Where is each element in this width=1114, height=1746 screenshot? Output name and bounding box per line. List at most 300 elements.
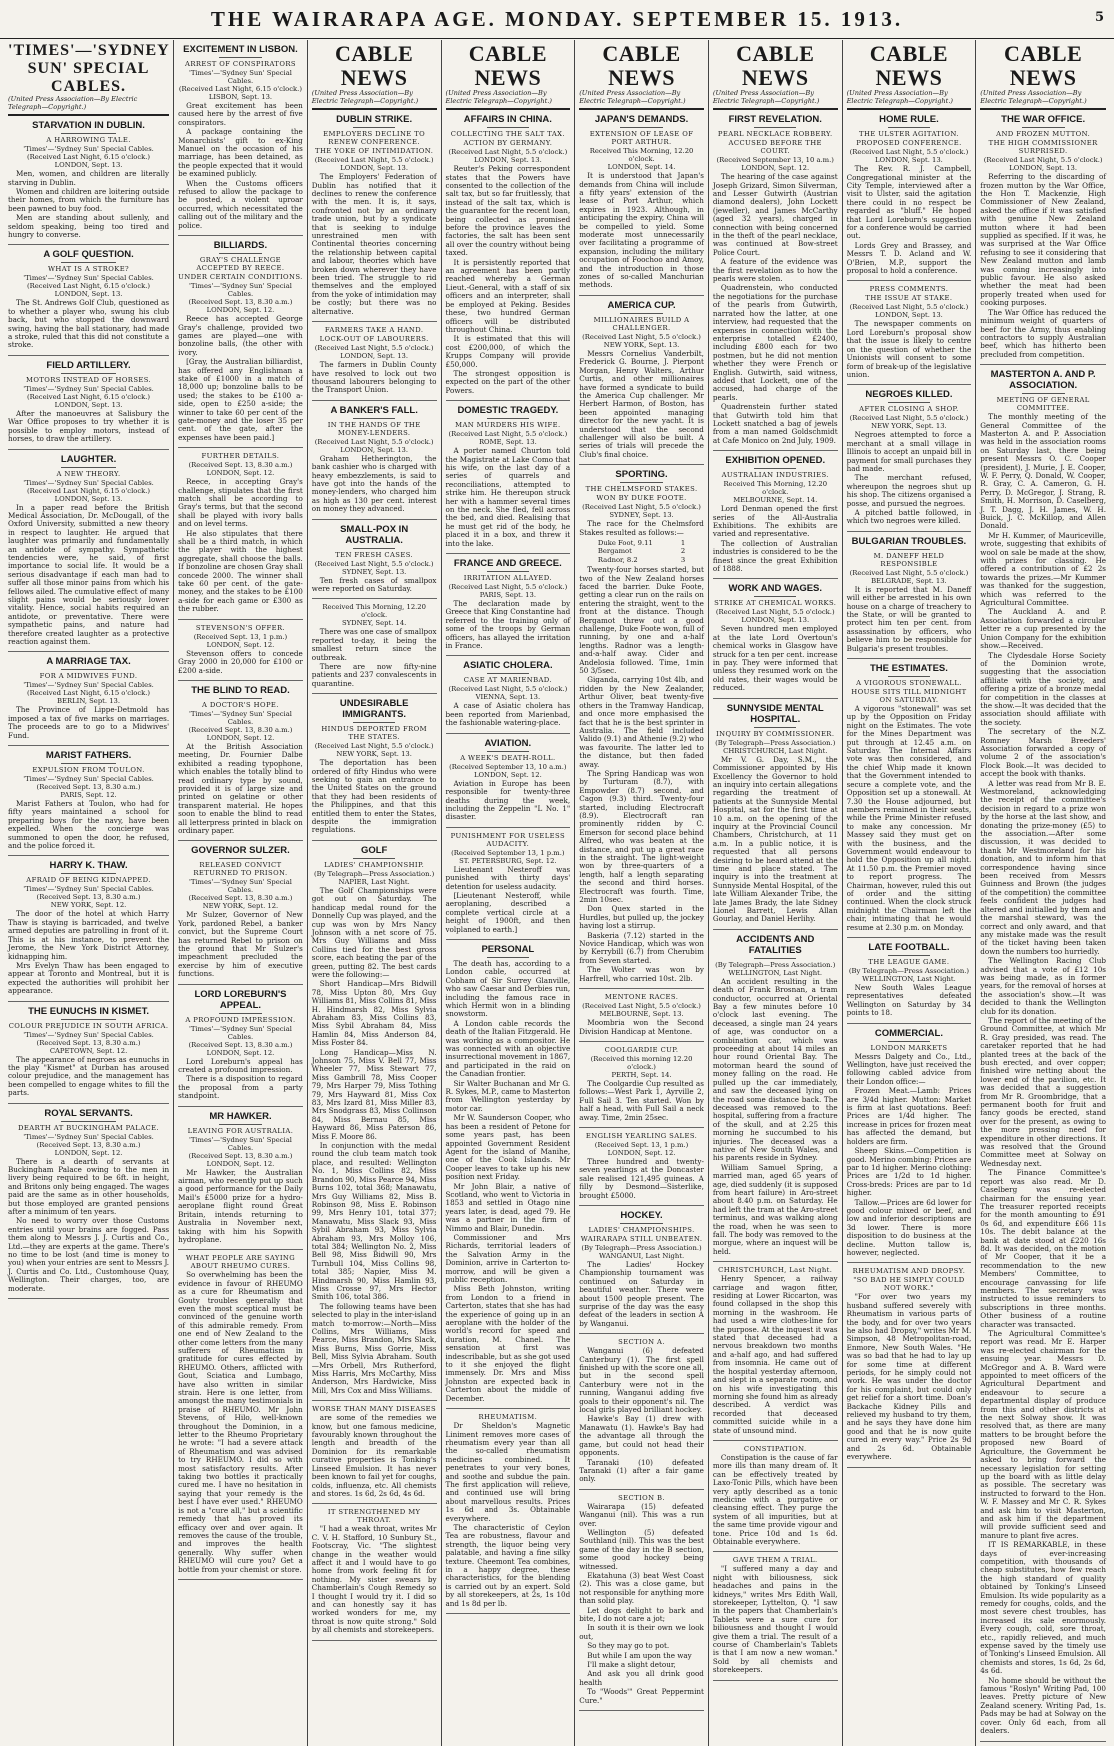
article-paragraph: Quadrenstein further stated that Gutwirth told him that Lockett snatched a bag of jewels from a man named Goldschmidt at Cafe Monico on 2nd July, 1909. [712, 402, 838, 445]
article-paragraph: Giganda, carrying 10st 4lb, and ridden by the New Zealander, Arthur Oliver, beat twenty-five others in the Tramway Handicap, and once more emphasised the fact that he is the best sprinter in Australia. The field included Valido (9.1) and Athenie (9.2) who was favourite. The latter led to the distance, but then faded away. [579, 675, 704, 769]
article-headline: HOME RULE. [879, 114, 939, 126]
headline-rule [487, 418, 529, 419]
article-dateline: NEW YORK, Sept. 12. [202, 902, 279, 911]
article-headline: LATE FOOTBALL. [868, 942, 950, 953]
news-article [8, 120, 169, 245]
article-dateline: (Received Last Night, 5.5 o'clock.) [448, 148, 568, 157]
article-headline: THE BLIND TO READ. [191, 684, 290, 696]
headline-rule [219, 1124, 261, 1125]
article-dateline: (Received Last Night, 5.5 o'clock.) [582, 503, 701, 512]
headline-rule [487, 127, 529, 128]
article-dateline: (Received Last Night, 5.5 o'clock.) [849, 568, 969, 577]
article-subhead: LADIES' CHAMPIONSHIPS. [588, 1225, 695, 1234]
article-dateline: LONDON, Sept. 12. [206, 640, 275, 649]
news-article [713, 934, 838, 1262]
article-headline: HARRY K. THAW. [49, 860, 128, 872]
article-headline: ASIATIC CHOLERA. [463, 660, 553, 672]
article-paragraph: The Province of Lippe-Detmold has imposed a tax of five marks on marriages. The proceeds are to go to a Midwives' Fund. [8, 705, 170, 740]
article-paragraph: Ekatahuna (3) beat West Coast (2). This was a close game, but not responsible for anything more than solid play. [579, 1570, 704, 1606]
article-dateline: (Received Sept. 13, 8.30 a.m.) [36, 1038, 141, 1047]
news-column [308, 40, 442, 1746]
article-paragraph: Let dogs delight to bark and bite, I do not care a jot; [579, 1605, 704, 1623]
article-paragraph: "For over two years my husband suffered severely with Rheumatism in various parts of the body, and for over two years he also had Dropsy," writes Mr M. Simpson, 48 Metropolitan-road, Enmore, New South Wales. "He was so bad that he had to lay up for some time at different periods, for he simply could not work. He was under the doctor for his complaint, but could only get relief for a short time. Doan's Backache Kidney Pills and relieved my husband to try them, and he says they have done him good and that he is now quite cured in every way." Price 2s 9d and 2s 6d. Obtainable everywhere. [846, 1292, 972, 1462]
article-paragraph: Mrs Evelyn Thaw has been engaged to appear at Toronto and Montreal, but it is expected the authorities will prohibit her appearance. [8, 960, 170, 996]
page-number: 5 [1094, 10, 1104, 25]
article-subhead: MAN MURDERS HIS WIFE. [455, 421, 561, 430]
article-dateline: (Received Last Night, 6.15 o'clock.) [27, 392, 151, 401]
news-article [178, 1111, 303, 1251]
article-subhead: RHEUMATISM AND DROPSY. [852, 1267, 966, 1276]
article-paragraph: A feature of the evidence was the first revelation as to how the pearls were stolen. [712, 257, 838, 284]
article-dateline: (By Telegraph—Press Association.) [715, 738, 836, 747]
news-column [575, 40, 709, 1746]
article-dateline: CAPETOWN, Sept. 12. [49, 1046, 128, 1055]
article-dateline: (Received Last Night, 5.5 o'clock.) [314, 559, 434, 568]
headline-rule [754, 468, 796, 469]
article-paragraph: Dr Sheldon's Magnetic Liniment removes more cases of rheumatism every year than all the so-called rheumatism medicines combined. It penetrates to your very bones, and soothe and subdue the pain. The first application will relieve, and continued use will bring about marvellous results. Prices 1s 6d and 3s. Obtainable everywhere. [445, 1421, 571, 1523]
article-paragraph: The newspaper comments on Lord Loreburn's proposal show that the issue is likely to centre on the question of whether the Unionists will consent to some form of break-up of the legislative union. [846, 319, 972, 379]
article-dateline: 'Times'—'Sydney Sun' Special Cables. [23, 274, 154, 283]
article-subhead: FOR A MIDWIVES FUND. [39, 672, 138, 681]
news-article [579, 1494, 704, 1711]
news-article [579, 1210, 704, 1334]
news-article [579, 1132, 704, 1206]
news-article [579, 1338, 704, 1490]
article-paragraph: There is a disposition to regard the proposal from a party standpoint. [178, 1074, 303, 1101]
column-header: CABLE NEWS [335, 41, 414, 90]
article-headline: A BANKER'S FALL. [330, 404, 418, 416]
article-subhead: MOTORS INSTEAD OF HORSES. [25, 375, 152, 384]
article-dateline: LONDON, Sept. 12. [206, 733, 275, 742]
article-dateline: (Received Sept. 13, 8.30 a.m.) [36, 783, 141, 792]
article-paragraph: I'll make a slight detour, [587, 1660, 676, 1670]
headline-rule [888, 402, 930, 403]
headline-rule [219, 858, 261, 859]
article-subhead: WHAT PEOPLE ARE SAYING ABOUT RHEUMO CURES. [185, 1254, 296, 1271]
headline-rule [353, 127, 395, 128]
article-dateline: (Received Last Night, 6.15 o'clock.) [27, 486, 151, 495]
article-paragraph: In a paper read before the British Medical Association, Dr. McDougall, of the Oxford University, submitted a new theory in respect to laughter. He argued that laughter was primarily and fundamentally an antidote of sympathy. Sympathetic tendencies were, he said, of first importance to social life. It would be a serious disadvantage if each man had to suffer all those minor pains from which his fellows ailed. The cumulative effect of many slight pains would be seriously lower vitality. Hence, social habits required an antidote, or preventative. There were sympathetic pains, and nature had therefore created laughter as a protective reaction against them. [8, 502, 170, 646]
article-paragraph: A vigorous "stonewall" was set up by the Opposition on Friday night on the Estimates. The vote for the Mines Department was put through at 12.45 a.m. on Saturday. The Internal Affairs vote was then considered, and the chief Whip made it known that the Government intended to secure a complete vote, and the Opposition set up a stonewall. At 7.30 the House adjourned, but members remained in their seats, while the Prime Minister refused to make any concession. Mr Massey said they must get on with the business, and the Government would endeavour to hold the Opposition up all night. At 11.50 p.m. the Premier moved to report progress. The Chairman, however, ruled this out of order and the sitting continued. When the clock struck midnight the Chairman left the chair, intimating that he would resume at 2.30 p.m. on Monday. [846, 704, 972, 932]
article-headline: LAUGHTER. [60, 453, 117, 465]
column-header: CABLE NEWS [602, 41, 681, 90]
article-paragraph: The Coolgardie Cup resulted as follows:—West Park 1, Ayrville 2, Full Sail 3. Ten started. Won by half a head, with Full Sail a neck away. Time, 2min 25sec. [579, 1078, 704, 1122]
article-headline: UNDESIRABLE IMMIGRANTS. [339, 698, 409, 721]
article-dateline: LONDON, Sept. 13. [340, 164, 409, 173]
article-dateline: (Received Sept. 13, 8.30 a.m.) [188, 298, 293, 307]
article-dateline: LONDON, Sept. 12. [607, 1148, 676, 1157]
article-subhead: ENGLISH YEARLING SALES. [585, 1131, 698, 1140]
article-dateline: 'Times'—'Sydney Sun' Special Cables. [23, 681, 154, 690]
article-headline: PERSONAL [481, 943, 535, 955]
article-headline: FIELD ARTILLERY. [46, 359, 131, 371]
article-dateline: (Received Last Night, 5.5 o'clock.) [983, 156, 1103, 165]
article-subhead: WORSE THAN MANY DISEASES [312, 1405, 437, 1414]
article-headline: LORD LOREBURN'S APPEAL. [194, 988, 287, 1011]
article-paragraph: So they may go to pot. [587, 1641, 670, 1651]
article-paragraph: Short Handicap—Mrs Bidwill 78, Miss Upton 80, Mrs Guy Williams 81, Miss Collins 81, Miss H. Hindmarsh 82, Miss Sylvia Abraham 83, Miss Collins 83, Miss Sybil Abraham 84, Miss Hamlin 84, Miss Anderson 84, Miss Foster 84. [311, 979, 437, 1048]
article-paragraph: Taranaki (10) defeated Taranaki (1) after a fair game only. [579, 1457, 704, 1484]
article-paragraph: Sir Walter Buchanan and Mr G. R. Sykes, M.P., came to Masterton from Wellington yesterday by motor car. [445, 1078, 571, 1113]
article-dateline: (Received Last Night, 5.5 o'clock.) [314, 156, 434, 165]
headline-rule [61, 467, 116, 468]
headline-rule [61, 669, 116, 670]
article-dateline: 'Times'—'Sydney Sun' Special Cables. [188, 1135, 292, 1152]
news-article [312, 698, 437, 841]
article-dateline: CHRISTCHURCH, Last Night. [723, 746, 828, 755]
article-subhead: A DOCTOR'S HOPE. [202, 700, 279, 709]
article-paragraph: Hawke's Bay (1) drew with Manawatu (1). Hawke's Bay had the advantage all through the game, but could not head their opponents. [579, 1414, 704, 1458]
results-cell: 3 [680, 555, 686, 564]
article-dateline: (By Telegraph—Press Association.) [848, 967, 970, 975]
article-headline: ROYAL SERVANTS. [44, 1107, 133, 1119]
article-headline: FRANCE AND GREECE. [453, 558, 562, 570]
article-subhead: FARMERS TAKE A HAND. [324, 326, 424, 335]
article-paragraph: Men, women, and children are literally starving in Dublin. [8, 169, 170, 187]
news-article [8, 750, 169, 856]
article-dateline: MELBOURNE, Sept. 14. [733, 496, 818, 505]
article-dateline: (Received Last Night, 5.5 o'clock.) [314, 344, 434, 353]
news-article [312, 1508, 437, 1640]
news-article [713, 703, 838, 930]
article-subhead: FURTHER DETAILS. [201, 452, 280, 461]
headline-rule [888, 127, 930, 128]
news-article [847, 1028, 972, 1264]
article-paragraph: Men are standing about sullenly, and seldom speaking, being too tired and hungry to converse. [8, 213, 170, 240]
article-paragraph: The Finance Committee's report was also read. Mr D. Caselberg was re-elected chairman for the ensuing year. The treasurer reported receipts for the month amounting to £91 0s 6d, and expenditure £66 11s 10s. The debit balance at the bank at date stood at £220 16s 8d. It was decided, on the motion of Mr Cooper, that it be a recommendation to the new Members' Committee, to encourage canvassing for life members. The secretary was instructed to issue reminders to subscriptions in three months. Other business of a routine character was transacted. [980, 1168, 1106, 1329]
article-dateline: (Received Sept. 13, 1 p.m.) [193, 632, 288, 641]
column-header: CABLE NEWS [869, 41, 949, 90]
news-article [8, 1006, 169, 1104]
article-paragraph: The report of the meeting of the Ground Committee, at which Mr R. Gray presided, was read. The caretaker reported that he had planted trees at the back of the bush erected, and over copper; finished wire netting about the lower end of the pavilion, etc. It was decided that a suggestion from Mr R. Groombridge, that a permanent booth for fruit and fancy goods be erected, stand over for the present, as owing to the more pressing need for expenditure in other directions. It was resolved that the Ground Committee meet at Solway on Wednesday next. [980, 1015, 1106, 1168]
article-paragraph: Frozen Meat.—Lamb: Prices are 3/4d higher. Mutton: Market is firm at last quotations. Beef: Prices are 1/4d higher. The increase in prices for frozen meat has affected the demand, but holders are firm. [846, 1086, 972, 1146]
article-dateline: SYDNEY, Sept. 13. [341, 567, 407, 576]
article-paragraph: The farmers in Dublin County have resolved to lock out two thousand labourers belonging to the Transport Union. [311, 360, 437, 395]
article-dateline: 'Times'—'Sydney Sun' Special Cables. [188, 69, 292, 85]
article-subhead: STRIKE AT CHEMICAL WORKS. [714, 599, 837, 608]
article-dateline: LISBON, Sept. 13. [208, 93, 273, 101]
article-dateline: 'Times'—'Sydney Sun' Special Cables. [188, 709, 292, 726]
article-headline: SUNNYSIDE MENTAL HOSPITAL. [726, 702, 824, 725]
article-subhead: HINDUS DEPORTED FROM THE STATES. [321, 725, 427, 742]
news-article [312, 603, 437, 694]
article-paragraph: The Wolter was won by Harfrell, who carried 10st. 2lb. [579, 965, 704, 983]
news-article [713, 1266, 838, 1441]
results-row [598, 547, 685, 555]
article-paragraph: Wanganui (6) defeated Canterbury (1). The first spell finished up with the score one all, but in the second spell Canterbury were not in the running, Wanganui adding five goals to their opponent's nil. The local girls played brilliant hockey. [579, 1346, 704, 1415]
news-article [847, 1267, 972, 1467]
article-subhead: A PROFOUND IMPRESSION. [185, 1015, 296, 1024]
headline-rule [754, 727, 796, 728]
article-paragraph: A porter named Churton told the Magistrate at Lake Como that his wife, on the last day of a series of quarrels and reconciliations, attempted to strike him. He thereupon struck her with a hammer several times on the neck. She fled, fell across the bed, and died. Realising that he must get rid of the body, he placed it in a box, and threw it into the lake. [445, 446, 571, 548]
news-article [579, 114, 704, 296]
article-dateline: (By Telegraph—Press Association.) [314, 869, 435, 878]
article-headline: DOMESTIC TRAGEDY. [457, 405, 559, 417]
news-article [178, 685, 303, 841]
article-dateline: NEW YORK, Sept. 12. [50, 901, 127, 910]
column-header: CABLE NEWS [468, 41, 547, 90]
results-cell: Radnor, 8.2 [597, 555, 638, 564]
article-subhead: COLOUR PREJUDICE IN SOUTH AFRICA. [8, 1021, 169, 1030]
article-dateline: (Received Last Night, 6.15 o'clock.) [27, 689, 151, 698]
article-headline: ACCIDENTS AND FATALITIES [736, 933, 815, 956]
article-paragraph: Lord Denman opened the first series of the All-Australia Exhibitions. The exhibits are varied and representative. [712, 504, 838, 539]
article-dateline: WELLINGTON, Last Night. [728, 968, 823, 977]
article-dateline: LONDON, Sept. 12. [206, 306, 275, 315]
article-dateline: Received This Morning, 12.20 o'clock. [589, 147, 694, 164]
article-paragraph: The characteristic of Ceylon Tea are robustness, flavour and strength, the liquor being very palatable, and having a fine silky texture. Cheemont Tea combines, in a happy degree, these characteristics, for the blending is carried out by an expert. Sold by all storekeepers, at 2s, 1s 10d and 1s 8d per lb. [445, 1522, 571, 1608]
article-paragraph: A package containing the Monarchists' gift to ex-King Manuel on the occasion of his marriage, has been detained, as the people expected that it would be examined publicly. [178, 127, 303, 179]
article-subhead: A VIGOROUS STONEWALL. [856, 679, 962, 688]
article-headline: BILLIARDS. [213, 240, 268, 252]
article-subhead: SECTION B. [618, 1493, 665, 1502]
column-credit-line: (United Press Association—By Electric Telegraph—Copyright.) [980, 90, 1106, 110]
headline-rule [487, 673, 529, 674]
news-article [446, 660, 571, 733]
article-dateline: (Received Last Night, 5.5 o'clock.) [448, 430, 568, 439]
headline-rule [620, 313, 662, 314]
article-subhead: IN THE HANDS OF THE MONEY-LENDERS. [327, 420, 421, 437]
news-article [312, 405, 437, 520]
headline-rule [620, 482, 662, 483]
news-article [312, 114, 437, 322]
article-subhead: THE LEAGUE GAME. [868, 958, 950, 966]
news-article [579, 1046, 704, 1128]
article-dateline: 'Times'—'Sydney Sun' Special Cables. [23, 1030, 154, 1039]
article-headline: STARVATION IN DUBLIN. [32, 120, 145, 132]
news-article [178, 845, 303, 984]
article-subhead: AFTER CLOSING A SHOP. [859, 405, 959, 414]
article-paragraph: The Ladies' Hockey Championship tournament was continued on Saturday in beautiful weather. There were about 1500 people present. The surprise of the day was the easy defeat of the leaders in section A by Wanganui. [579, 1259, 704, 1328]
article-subhead: THE YOKE OF INTIMIDATION. [315, 147, 434, 156]
article-paragraph: [Gray, the Australian billiardist, has offered any Englishman a stake of £1000 in a match of 18,000 up; bonzoline balls to be used; the stakes to be £100 a-side, open to £250 a-side; the winner to take 60 per cent of the gate-money and the loser 35 per cent. of the gate, after the expenses have been paid.] [178, 357, 303, 442]
article-dateline: LONDON, Sept. 12. [473, 770, 542, 779]
article-paragraph: The strongest opposition is expected on the part of the other Powers. [445, 368, 571, 395]
article-paragraph: The death has, according to a London cable, occurred at Cobham of Sir Surrey Glanville, who saw Caesar and Derbies run, including the famous race in which Hermit won in a blinding snowstorm. [445, 958, 571, 1019]
headline-rule [61, 763, 116, 764]
article-dateline: 'Times'—'Sydney Sun' Special Cables. [23, 478, 154, 487]
news-article [178, 44, 303, 236]
article-paragraph: The Clydesdale Horse Society of the Dominion wrote, suggesting that the association affiliate with the society, and offering a prize of a bronze medal for competition in the classes at the show.—It was decided that the association should affiliate with the society. [980, 650, 1106, 727]
news-column [442, 40, 576, 1746]
article-dateline: (Received Sept. 13, 1 p.m.) [594, 1140, 689, 1149]
article-subhead: RHEUMATISM. [478, 1413, 538, 1422]
article-paragraph: Wellington (5) defeated Southland (nil). This was the best game of the day in the B section, some good hockey being witnessed. [579, 1527, 704, 1571]
headline-rule [219, 253, 261, 254]
article-dateline: (Received Sept. 13, 8.30 a.m.) [188, 725, 293, 734]
article-paragraph: Sheep Skins.—Competition is good. Merino combing: Prices are par to 1d higher. Merino clothing: Prices are 1/2d to 1d higher. Cross-breds: Prices are par to 1d higher. [846, 1146, 972, 1198]
article-paragraph: Mr V. G. Day, S.M., the Commissioner appointed by His Excellency the Governor to hold an inquiry into certain allegations regarding the treatment of patients at the Sunnyside Mental Hospital, sat for the first time at 10 a.m. on the opening of the inquiry at the Provincial Council Chambers, Christchurch, at 11 a.m. In a public notice, it is requested that all persons desiring to be heard attend at the time and place stated. The inquiry is into the treatment at Sunnyside Mental Hospital, of the late William Alexander Tribe, the late James Brady, the late Sidney Lionel Barrett, Lewis Allan Gourlay, and Daniel Herlihy. [712, 754, 838, 924]
article-dateline: (Received Last Night, 5.5 o'clock.) [582, 1002, 701, 1011]
article-paragraph: A letter was read from Mr B. E. Westmoreland, acknowledging the receipt of the committee's decision in regard to a prize won by the horse at the last show, and donating the prize-money (£5) to the association.—After some discussion, it was decided to thank Mr Westmoreland for his donation, and to inform him that correspondence having since been received from Messrs Guinness and Brown (the judges of the competition) the committee feels confident the judges had altered and initialled by them and the marshal steward, was the correct and only award, and that any mistake made was the result of the ticket having been taken down the numbers too hurriedly. [980, 778, 1106, 956]
article-headline: SPORTING. [615, 469, 668, 481]
article-paragraph: New South Wales League representatives defeated Wellington on Saturday by 34 points to 18. [846, 983, 972, 1018]
article-paragraph: Constipation is the cause of far more ills than many dream of. It can be effectively treated by Laxo-Tonic Pills, which have been very aptly described as a tonic medicine with a purgative or cleansing effect. They purge the system of all impurities, but at the same time provide vigour and tone. Price 10d and 1s 6d. Obtainable everywhere. [712, 1452, 838, 1546]
news-article [579, 469, 704, 989]
headline-rule [487, 751, 529, 752]
article-dateline: (Received Last Night, 5.5 o'clock.) [314, 742, 434, 751]
article-paragraph: In south it is their own we look out, [579, 1623, 704, 1641]
article-subhead: THE HIGH COMMISSIONER SURPRISED. [988, 139, 1098, 156]
article-dateline: LONDON, Sept. 13. [54, 161, 123, 170]
headline-rule [219, 57, 261, 58]
article-headline: WORK AND WAGES. [728, 583, 823, 595]
article-paragraph: Mr John Blair, a native of Scotland, who went to Victoria in 1853 and settled in Otago nine years later, is dead, aged 79. He was a partner in the firm of Nimmo and Blair, Dunedin. [445, 1181, 571, 1233]
article-dateline: (Received Last Night, 6.15 o'clock.) [178, 85, 302, 93]
article-dateline: (Received Last Night, 6.15 o'clock.) [27, 153, 151, 162]
article-headline: JAPAN'S DEMANDS. [594, 114, 689, 126]
article-subhead: CASE AT MARIENBAD. [463, 676, 552, 685]
article-subhead: RELEASED CONVICT RETURNED TO PRISON. [193, 861, 288, 878]
article-paragraph: Lieutenant Nesteroff was punished with thirty days' detention for useless audacity. [445, 864, 571, 891]
article-dateline: BERLIN, Sept. 13. [57, 697, 121, 706]
news-article [713, 1556, 838, 1680]
article-paragraph: IT IS REMARKABLE, in these days of ever-increasing competition, with thousands of cheap substitutes, how few reach the high standard of quality obtained by Tonking's Linseed Emulsion. Its wide popularity as a remedy for coughs, colds, and the most severe chest troubles, has increased its sale enormously. Every cough, cold, sore throat, etc., rapidly relieved, and much expense saved by the timely use of Tonking's Linseed Emulsion. All chemists and stores, 1s 6d, 2s 6d, 4s 6d. [980, 1540, 1106, 1676]
headline-rule [353, 858, 395, 859]
article-subhead: MEETING OF GENERAL COMMITTEE. [996, 396, 1090, 413]
article-dateline: LONDON, Sept. 13. [1009, 164, 1078, 173]
article-paragraph: Seven hundred men employed at the late Lord Overtoun's chemical works in Glasgow have struck for a ten per cent. increase in pay. They were informed that unless they resumed work on the old rates, their wages would be reduced. [712, 624, 838, 693]
news-article [8, 454, 169, 653]
headline-rule [61, 373, 116, 374]
news-article [847, 114, 972, 281]
masthead [0, 0, 1114, 39]
headline-rule [61, 1121, 116, 1122]
article-subhead: AUSTRALIAN INDUSTRIES. [721, 471, 829, 480]
article-dateline: 'Times'—'Sydney Sun' Special Cables. [23, 384, 154, 393]
results-cell: Bergamot [597, 547, 632, 556]
article-paragraph: The merchant refused, whereupon the negroes shut up his shop. The citizens organised a posse, and pursued the negroes. [846, 473, 972, 508]
article-subhead: "SO BAD HE SIMPLY COULD NOT WORK." [853, 1276, 965, 1293]
article-subhead: COLLECTING THE SALT TAX. [450, 130, 565, 139]
news-article [847, 663, 972, 938]
article-paragraph: But while I am upon the way [587, 1650, 692, 1660]
headline-rule [353, 418, 395, 419]
article-subhead: PUNISHMENT FOR USELESS AUDACITY. [450, 831, 566, 848]
article-paragraph: Reece, in accepting Gray's challenge, stipulates that the first match shall be according to Gray's terms, but that the second shall be played with ivory balls and on level terms. [178, 477, 303, 529]
article-paragraph: The collection of Australian industries is considered to be the finest since the great Exhibition of 1888. [712, 538, 838, 574]
article-dateline: LONDON, Sept. 13. [340, 352, 409, 361]
article-dateline: SYDNEY, Sept. 14. [341, 619, 407, 628]
column-credit-line: (United Press Association—By Electric Telegraph—Copyright.) [446, 90, 571, 110]
article-dateline: NEW YORK, Sept. 13. [871, 422, 947, 431]
article-headline: A MARRIAGE TAX. [46, 656, 131, 668]
news-article [446, 558, 571, 656]
news-article [713, 1445, 838, 1552]
article-subhead: GAVE THEM A TRIAL. [732, 1556, 818, 1565]
article-subhead: PEARL NECKLACE ROBBERY. [717, 130, 833, 139]
article-subhead: STEVENSON'S OFFER. [195, 623, 286, 632]
headline-rule [754, 127, 796, 128]
news-article [980, 114, 1106, 365]
article-paragraph: The War Office has reduced the minimum weight of quarters of beef for the Army, thus enabling contractors to supply Australian beef, which has hitherto been precluded from competition. [980, 307, 1106, 359]
article-subhead: WHAT IS A STROKE? [48, 265, 130, 274]
article-dateline: WELLINGTON, Last Night. [862, 975, 956, 983]
article-paragraph: Graham Hetherington, the bank cashier who is charged with heavy embezzlements, is said to have got into the hands of the money-lenders, who charged him as high as 130 per cent. interest on money they advanced. [311, 453, 437, 514]
article-headline: GOLF [360, 844, 388, 856]
article-dateline: LONDON, Sept. 13. [340, 445, 409, 454]
article-headline: MR HAWKER. [209, 1110, 272, 1122]
news-article [446, 832, 571, 940]
article-paragraph: Don Quex started in the Hurdles, but pulled up, the jockey having lost a stirrup. [579, 904, 704, 931]
article-paragraph: Women and children are loitering outside their homes, from which the furniture has been pawned to buy food. [8, 187, 170, 213]
headline-rule [219, 1013, 261, 1014]
article-dateline: 'Times'—'Sydney Sun' Special Cables. [188, 878, 292, 895]
article-paragraph: No need to worry over those Customs entries until your brains are fogged. Pass them along to Messrs J. J. Curtis and Co., Ltd.—they are experts at the game. There's no time to be lost (and time is money to you) when your entries are sent to Messrs J. J. Curtis and Co. Ltd., Customhouse Quay, Wellington. Their charges, too, are moderate. [8, 1216, 170, 1293]
headline-rule [353, 548, 395, 549]
article-dateline: ST. PETERSBURG, Sept. 12. [459, 856, 557, 865]
article-dateline: 'Times'—'Sydney Sun' Special Cables. [23, 1132, 154, 1141]
article-subhead: THE ULSTER AGITATION. [859, 130, 959, 139]
results-cell: Duke Foot, 9.11 [597, 538, 653, 547]
article-subhead: CHRISTCHURCH, Last Night. [718, 1266, 833, 1275]
article-paragraph: The Golf Championships were got out on Saturday. The handicap medal round for the Donnelly Cup was played, and the cup was won by Mrs Nancy Johnson with a net score of 75. Mrs Guy Williams and Miss Collins tied for the best gross score, each beating the par of the green, putting 82. The best cards were the following:— [311, 885, 437, 979]
article-dateline: LONDON, Sept. 12. [741, 164, 810, 173]
news-article [579, 300, 704, 465]
article-paragraph: A pitched battle followed, in which two negroes were killed. [846, 507, 972, 526]
article-dateline: LONDON, Sept. 14. [607, 163, 676, 172]
headline-rule [1022, 393, 1065, 394]
article-dateline: PARIS, Sept. 12. [60, 791, 117, 800]
article-dateline: SYDNEY, Sept. 13. [609, 511, 674, 520]
article-headline: THE EUNUCHS IN KISMET. [28, 1005, 149, 1017]
article-headline: THE ESTIMATES. [869, 663, 948, 675]
article-dateline: LONDON, Sept. 12. [206, 1048, 275, 1057]
results-row [598, 539, 685, 547]
article-dateline: (Received September 13, 10 a.m.) [449, 762, 567, 771]
article-dateline: (By Telegraph—Press Association.) [715, 960, 836, 969]
news-article [446, 944, 571, 1409]
news-article [312, 524, 437, 600]
news-column [174, 40, 308, 1746]
article-dateline: 'Times'—'Sydney Sun' Special Cables. [23, 145, 154, 154]
article-dateline: (Received Sept. 13, 8.30 a.m.) [188, 1151, 293, 1160]
article-dateline: 'Times'—'Sydney Sun' Special Cables. [23, 885, 154, 894]
article-paragraph: An accident resulting in the death of Frank Brosnan, a tram conductor, occurred at Oriental Bay a few minutes before 10 o'clock last evening. The deceased, a single man 24 years of age, was conductor on a combination car, which was proceeding at about 14 miles an hour round Oriental Bay. The motorman heard the sound of money falling on the road. He pulled up the car immediately, and saw the deceased lying on the road some distance back. The deceased was removed to the hospital, suffering from a fracture of the skull, and at 2.25 this morning he succumbed to his injuries. The deceased was a native of New South Wales, and his parents reside in Sydney. [712, 976, 838, 1163]
headline-rule [888, 549, 930, 550]
news-article [8, 360, 169, 450]
article-dateline: (Received Sept. 13, 8.30 a.m.) [188, 1040, 293, 1049]
article-headline: MARIST FATHERS. [45, 750, 132, 762]
article-dateline: PARIS, Sept. 13. [479, 591, 536, 600]
headline-rule [754, 958, 796, 959]
headline-rule [487, 571, 529, 572]
column-credit-line: (United Press Association—By Electric Telegraph—Copyright.) [847, 90, 972, 110]
article-subhead: INQUIRY BY COMMISSIONER. [716, 729, 835, 738]
article-subhead: ACCUSED BEFORE THE COURT. [728, 139, 822, 156]
article-dateline: MELBOURNE, Sept. 13. [599, 1010, 684, 1019]
column-credit-line: (United Press Association—By Electric Telegraph—Copyright.) [713, 90, 838, 110]
results-cell: 2 [680, 547, 686, 556]
article-dateline: NEW YORK, Sept. 13. [336, 750, 412, 759]
article-paragraph: Miss Beth Johnston, writing from London to a friend in Carterton, states that she has had the experience of going up in an aeroplane with the holder of the world's record for speed and duration, M. Chanel. The sensation at first was indescribable, but as she got used to it she enjoyed the flight immensely. Dr. Mrs and Miss Johnston are expected back in Carterton about the middle of December. [445, 1284, 571, 1403]
article-paragraph: Lord Loreburn's appeal has created a profound impression. [178, 1056, 303, 1075]
column-header: CABLE NEWS [1003, 41, 1083, 90]
article-dateline: (Received September 13, 1 p.m.) [451, 848, 565, 857]
article-headline: GOVERNOR SULZER. [191, 845, 290, 857]
article-paragraph: Mr W. Saunderson Cooper, who has been a resident of Petone for some years past, has been appointed Government Resident Agent for the island of Manihe, one of the Cook Islands. Mr Cooper leaves to take up his new position next Friday. [445, 1113, 571, 1182]
article-paragraph: The door of the hotel at which Harry Thaw is staying is barricaded, and twelve armed deputies are patrolling in front of it. This is at his instance, to prevent the Jerome, the New York District Attorney, kidnapping him. [8, 909, 170, 961]
article-dateline: (Received Sept. 13, 8.30 a.m.) [36, 893, 141, 902]
article-dateline: (Received Sept. 13, 8.30 a.m.) [188, 461, 293, 470]
headline-rule [888, 955, 930, 956]
news-column [976, 40, 1110, 1746]
column-header: 'TIMES'—'SYDNEY SUN' SPECIAL CABLES. [8, 42, 170, 95]
article-subhead: WAIRARAPA STILL UNBEATEN. [580, 1234, 703, 1243]
article-dateline: VIENNA, Sept. 13. [475, 693, 541, 702]
article-dateline: PERTH, Sept. 14. [611, 1070, 672, 1079]
article-dateline: 'Times'—'Sydney Sun' Special Cables. [188, 282, 292, 299]
